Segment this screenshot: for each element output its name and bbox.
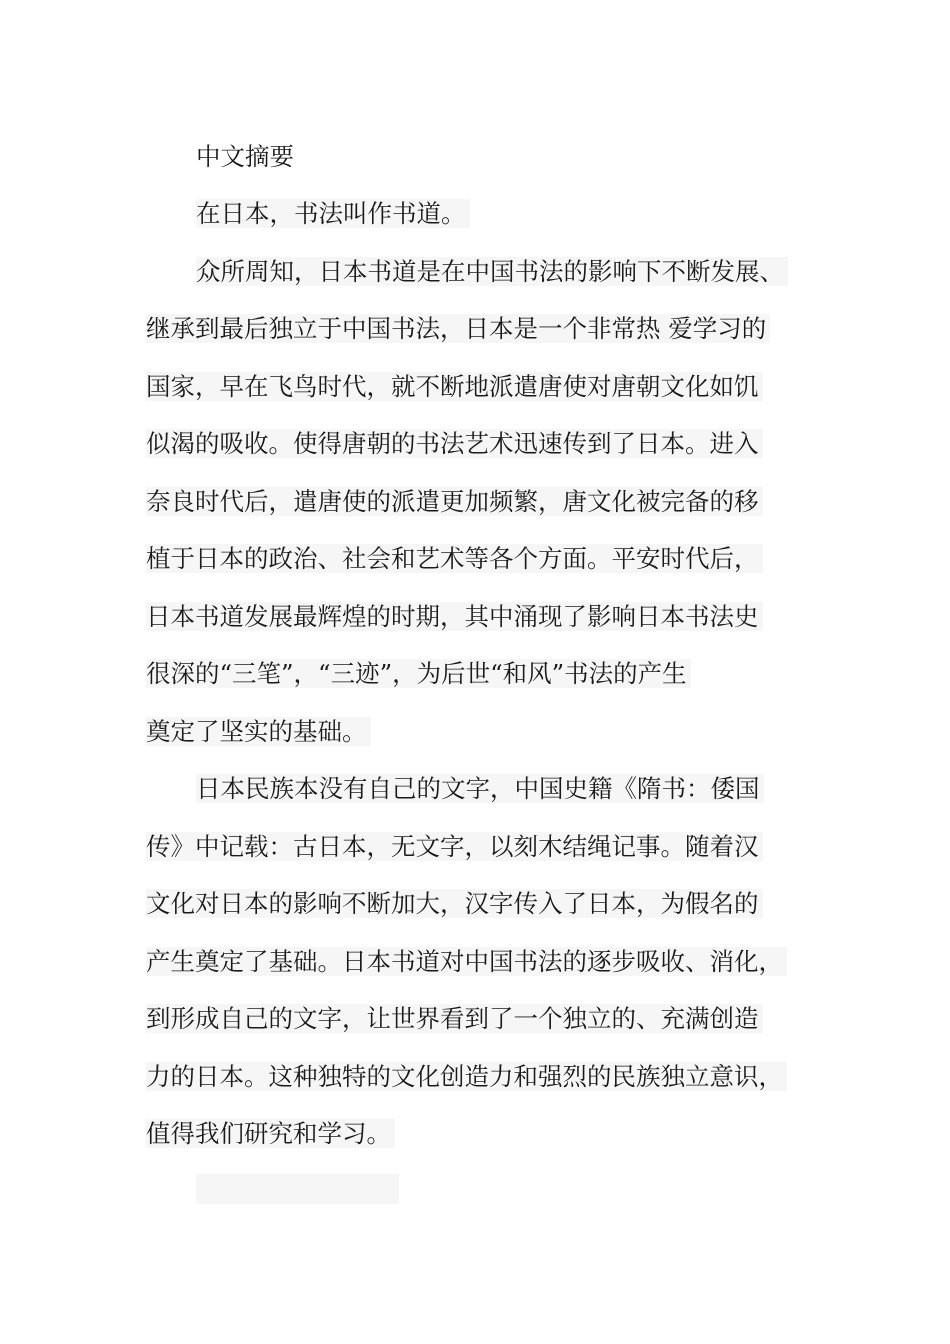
paragraph-3-line-3: 文化对日本的影响不断加大，汉字传入了日本，为假名的 xyxy=(146,888,763,920)
paragraph-2-line-1: 众所周知，日本书道是在中国书法的影响下不断发展、 xyxy=(196,256,788,288)
paragraph-2-line-6: 植于日本的政治、社会和艺术等各个方面。平安时代后， xyxy=(146,543,763,575)
paragraph-3-line-1: 日本民族本没有自己的文字，中国史籍《隋书：倭国 xyxy=(196,773,764,805)
paragraph-2-line-8: 很深的“三笔”，“三迹”，为后世“和风”书法的产生 xyxy=(146,658,691,690)
paragraph-2-line-5: 奈良时代后，遣唐使的派遣更加频繁，唐文化被完备的移 xyxy=(146,486,763,518)
paragraph-3-line-5: 到形成自己的文字，让世界看到了一个独立的、充满创造 xyxy=(146,1003,763,1035)
paragraph-2-line-9: 奠定了坚实的基础。 xyxy=(146,716,371,748)
paragraph-3-line-7: 值得我们研究和学习。 xyxy=(146,1118,395,1150)
paragraph-3-line-6: 力的日本。这种独特的文化创造力和强烈的民族独立意识， xyxy=(146,1061,787,1093)
paragraph-2-line-7: 日本书道发展最辉煌的时期，其中涌现了影响日本书法史 xyxy=(146,601,763,633)
paragraph-1-line-1: 在日本，书法叫作书道。 xyxy=(196,198,470,230)
paragraph-3-line-2: 传》中记载：古日本，无文字，以刻木结绳记事。随着汉 xyxy=(146,831,763,863)
paragraph-2-line-4: 似渴的吸收。使得唐朝的书法艺术迅速传到了日本。进入 xyxy=(146,428,763,460)
paragraph-3-line-4: 产生奠定了基础。日本书道对中国书法的逐步吸收、消化， xyxy=(146,946,787,978)
paragraph-2-line-2: 继承到最后独立于中国书法，日本是一个非常热 爱学习的 xyxy=(146,313,770,345)
blank-highlight-block xyxy=(196,1174,399,1204)
abstract-heading: 中文摘要 xyxy=(196,142,294,171)
paragraph-2-line-3: 国家，早在飞鸟时代，就不断地派遣唐使对唐朝文化如饥 xyxy=(146,371,763,403)
